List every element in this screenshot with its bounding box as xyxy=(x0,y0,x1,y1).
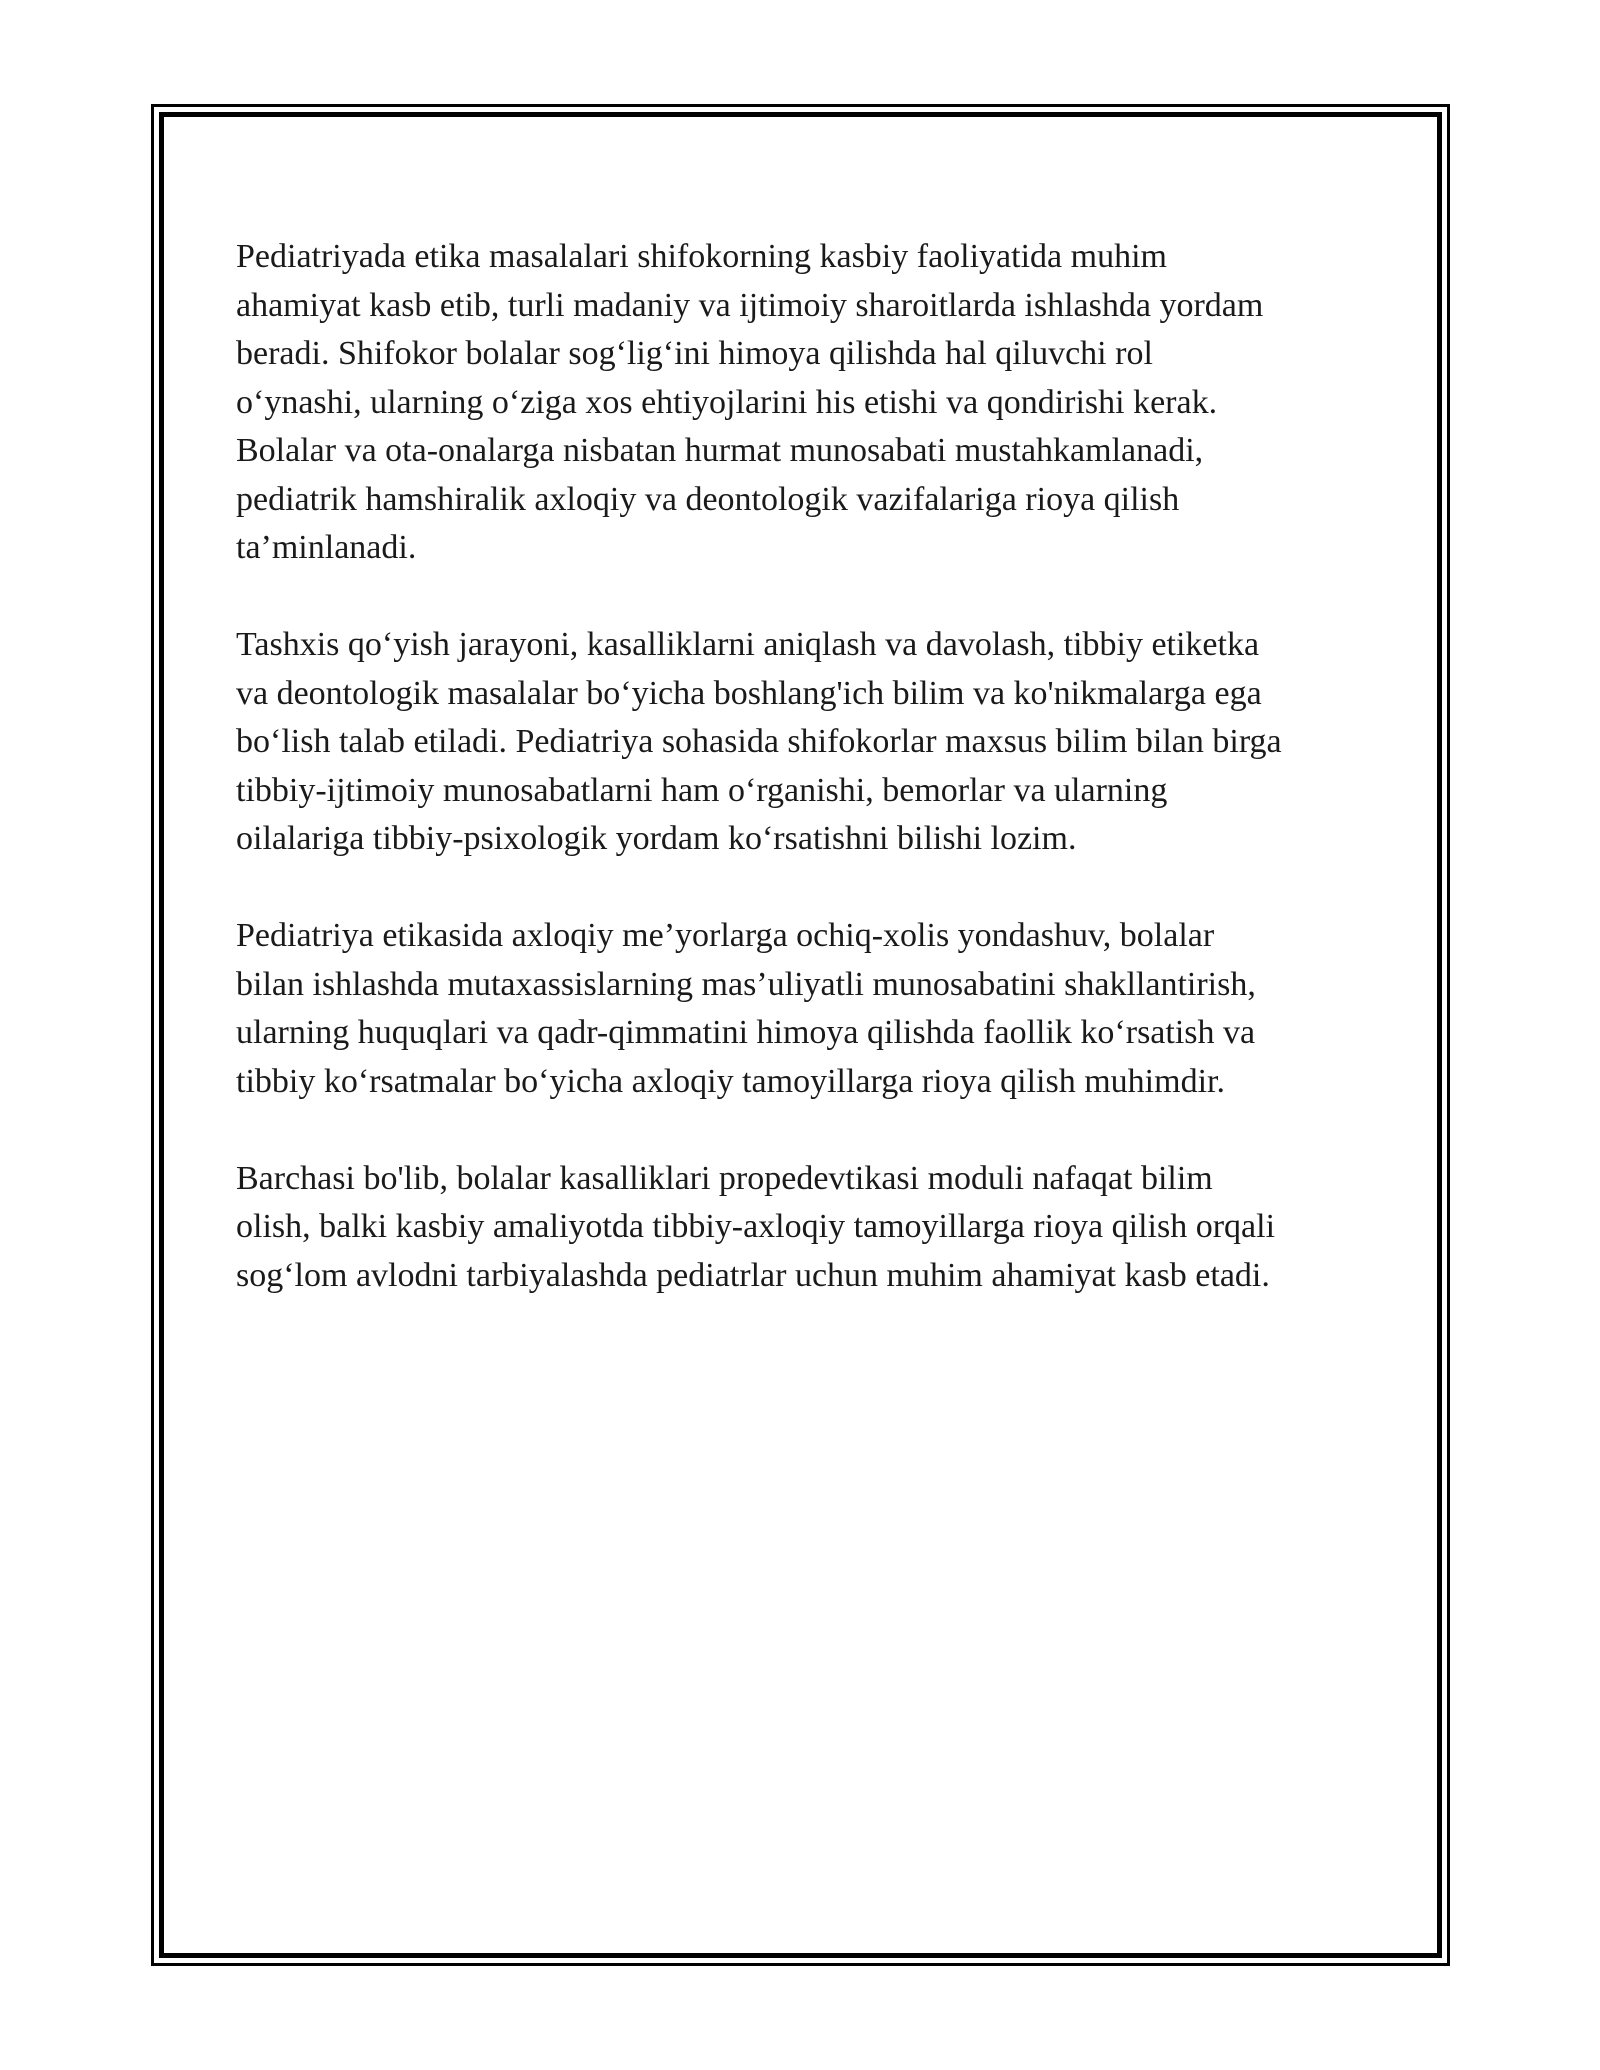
text-line: sog‘lom avlodni tarbiyalashda pediatrlar uchun muhim ahamiyat kasb etadi. xyxy=(236,1256,1270,1294)
text-line: ta’minlanadi. xyxy=(236,529,417,566)
text-line: pediatrik hamshiralik axloqiy va deontologik vazifalariga rioya qilish xyxy=(236,480,1180,518)
text-line: Pediatriya etikasida axloqiy me’yorlarga ochiq-xolis yondashuv, bolalar xyxy=(236,917,1215,954)
text-line: tibbiy ko‘rsatmalar bo‘yicha axloqiy tamoyillarga rioya qilish muhimdir. xyxy=(236,1062,1225,1100)
paragraph-1 xyxy=(236,233,1376,573)
text-line: Bolalar va ota-onalarga nisbatan hurmat munosabati mustahkamlanadi, xyxy=(236,432,1204,469)
text-line: o‘ynashi, ularning o‘ziga xos ehtiyojlarini his etishi va qondirishi kerak. xyxy=(236,383,1218,421)
text-line: bilan ishlashda mutaxassislarning mas’uliyatli munosabatini shakllantirish, xyxy=(236,965,1256,1003)
text-line: oilalariga tibbiy-psixologik yordam ko‘rsatishni bilishi lozim. xyxy=(236,820,1077,857)
paragraph-3 xyxy=(236,912,1376,1106)
text-line: Tashxis qo‘yish jarayoni, kasalliklarni aniqlash va davolash, tibbiy etiketka xyxy=(236,626,1260,663)
text-line: ularning huquqlari va qadr-qimmatini himoya qilishda faollik ko‘rsatish va xyxy=(236,1014,1256,1051)
text-line: Barchasi bo'lib, bolalar kasalliklari propedevtikasi moduli nafaqat bilim xyxy=(236,1159,1213,1197)
paragraph-4 xyxy=(236,1155,1376,1301)
text-line: bo‘lish talab etiladi. Pediatriya sohasida shifokorlar maxsus bilim bilan birga xyxy=(236,723,1282,760)
text-line: beradi. Shifokor bolalar sog‘lig‘ini himoya qilishda hal qiluvchi rol xyxy=(236,335,1153,372)
text-line: ahamiyat kasb etib, turli madaniy va ijtimoiy sharoitlarda ishlashda yordam xyxy=(236,286,1264,324)
document-body xyxy=(236,233,1376,1349)
paragraph-2 xyxy=(236,621,1376,864)
text-line: tibbiy-ijtimoiy munosabatlarni ham o‘rganishi, bemorlar va ularning xyxy=(236,771,1168,809)
text-line: va deontologik masalalar bo‘yicha boshlang'ich bilim va ko'nikmalarga ega xyxy=(236,674,1262,712)
text-line: Pediatriyada etika masalalari shifokorning kasbiy faoliyatida muhim xyxy=(236,238,1167,275)
text-line: olish, balki kasbiy amaliyotda tibbiy-axloqiy tamoyillarga rioya qilish orqali xyxy=(236,1208,1276,1245)
